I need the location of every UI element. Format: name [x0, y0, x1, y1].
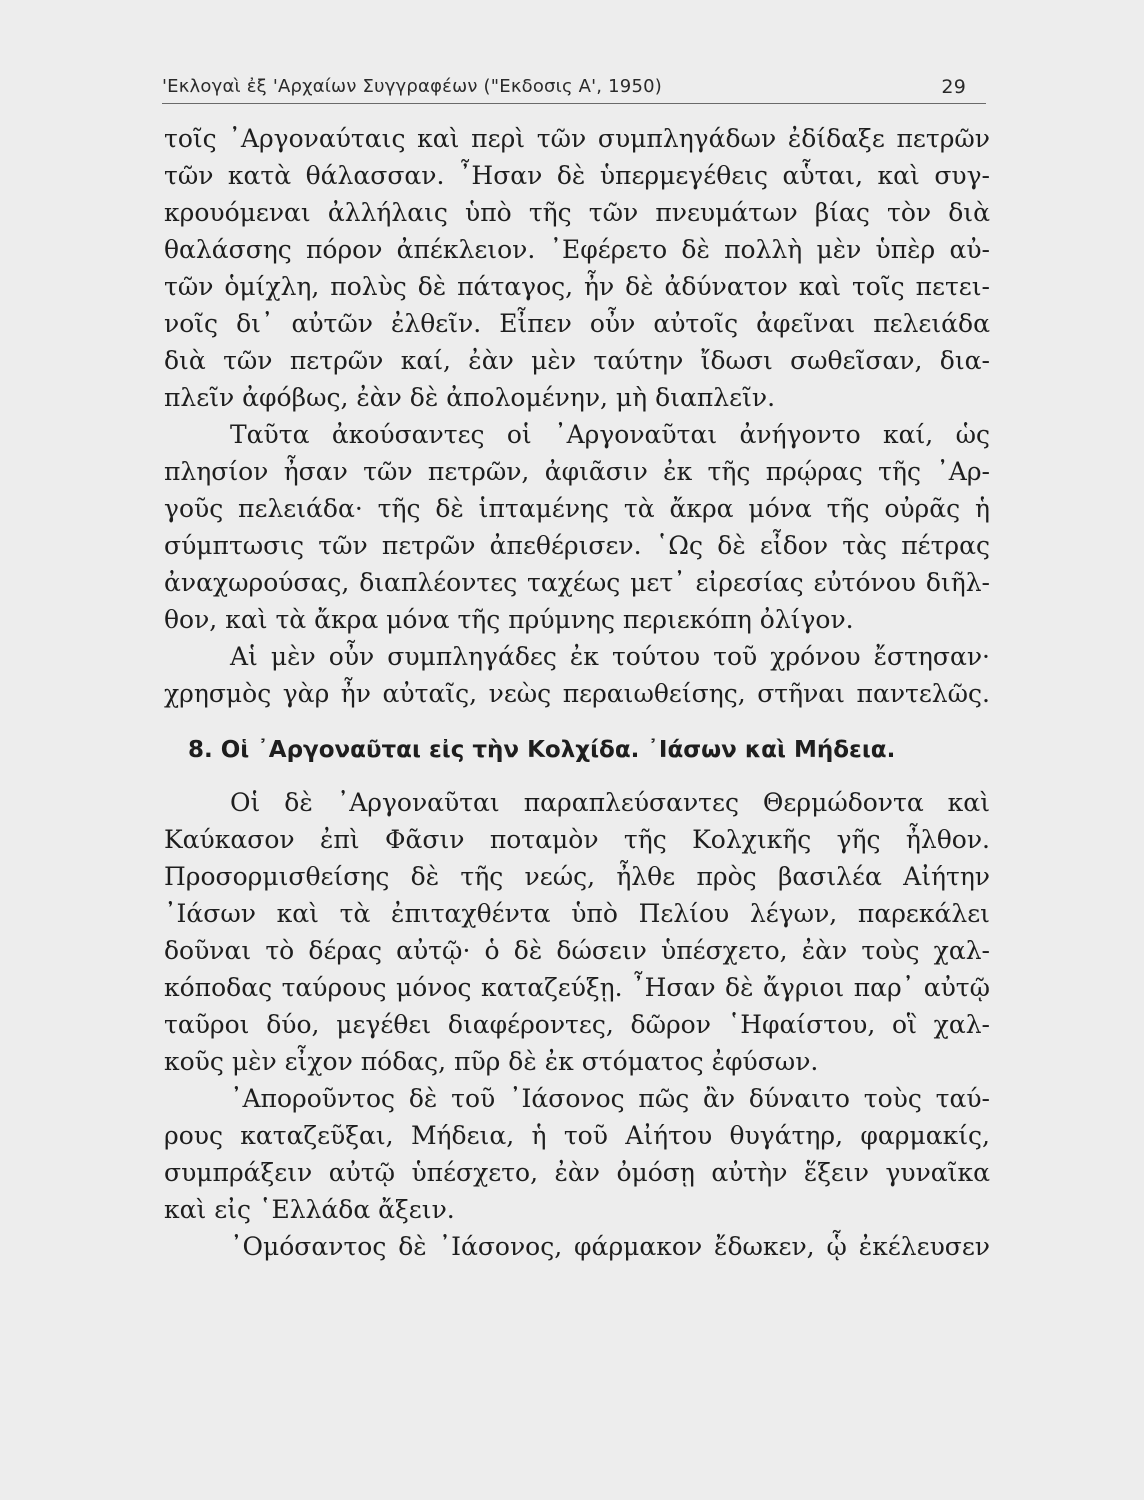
text-line: θον, καὶ τὰ ἄκρα μόνα τῆς πρύμνης περιεκόπη ὀλίγον.	[164, 605, 854, 634]
text-line: κοῦς μὲν εἶχον πόδας, πῦρ δὲ ἐκ στόματος ἐφύσων.	[164, 1047, 819, 1076]
header-rule	[162, 103, 986, 104]
text-line: τῶν ὁμίχλη, πολὺς δὲ πάταγος, ἦν δὲ ἀδύνατον καὶ τοῖς πετει-	[164, 272, 990, 301]
text-line: ρους καταζεῦξαι, Μήδεια, ἡ τοῦ Αἰήτου θυγάτηρ, φαρμακίς,	[164, 1121, 990, 1150]
text-line: σύμπτωσις τῶν πετρῶν ἀπεθέρισεν. ῾Ως δὲ εἶδον τὰς πέτρας	[164, 531, 990, 560]
text-line: διὰ τῶν πετρῶν καί, ἐὰν μὲν ταύτην ἴδωσι σωθεῖσαν, δια-	[164, 346, 990, 375]
text-line: δοῦναι τὸ δέρας αὐτῷ· ὁ δὲ δώσειν ὑπέσχετο, ἐὰν τοὺς χαλ-	[164, 936, 990, 965]
text-line: πλεῖν ἀφόβως, ἐὰν δὲ ἀπολομένην, μὴ διαπλεῖν.	[164, 383, 776, 412]
text-line: συμπράξειν αὐτῷ ὑπέσχετο, ἐὰν ὀμόσῃ αὐτὴν ἕξειν γυναῖκα	[164, 1158, 990, 1187]
text-line: καὶ εἰς ῾Ελλάδα ἄξειν.	[164, 1195, 455, 1224]
running-header	[162, 76, 986, 106]
text-line: γοῦς πελειάδα· τῆς δὲ ἱπταμένης τὰ ἄκρα μόνα τῆς οὐρᾶς ἡ	[164, 494, 990, 523]
text-line: ᾽Ομόσαντος δὲ ᾽Ιάσονος, φάρμακον ἔδωκεν, ᾧ ἐκέλευσεν	[230, 1232, 990, 1261]
text-line: Ταῦτα ἀκούσαντες οἱ ᾽Αργοναῦται ἀνήγοντο καί, ὡς	[230, 420, 990, 449]
text-line: νοῖς δι᾽ αὐτῶν ἐλθεῖν. Εἶπεν οὖν αὐτοῖς ἀφεῖναι πελειάδα	[164, 309, 990, 338]
text-line: θαλάσσης πόρον ἀπέκλειον. ᾽Εφέρετο δὲ πολλὴ μὲν ὑπὲρ αὐ-	[164, 235, 990, 264]
text-line: πλησίον ἦσαν τῶν πετρῶν, ἀφιᾶσιν ἐκ τῆς πρῴρας τῆς ᾽Αρ-	[164, 457, 990, 486]
text-line: τοῖς ᾽Αργοναύταις καὶ περὶ τῶν συμπληγάδων ἐδίδαξε πετρῶν	[164, 124, 990, 153]
text-line: Οἱ δὲ ᾽Αργοναῦται παραπλεύσαντες Θερμώδοντα καὶ	[230, 788, 990, 817]
text-line: ᾽Ιάσων καὶ τὰ ἐπιταχθέντα ὑπὸ Πελίου λέγων, παρεκάλει	[164, 899, 990, 928]
text-line: κρουόμεναι ἀλλήλαις ὑπὸ τῆς τῶν πνευμάτων βίας τὸν διὰ	[164, 198, 990, 227]
running-title: 'Εκλογαὶ ἐξ 'Αρχαίων Συγγραφέων ("Εκδοσις Α', 1950)	[162, 76, 662, 97]
text-line: Προσορμισθείσης δὲ τῆς νεώς, ἦλθε πρὸς βασιλέα Αἰήτην	[164, 862, 990, 891]
text-line: τῶν κατὰ θάλασσαν. ῏Ησαν δὲ ὑπερμεγέθεις αὗται, καὶ συγ-	[164, 161, 990, 190]
text-line: Καύκασον ἐπὶ Φᾶσιν ποταμὸν τῆς Κολχικῆς γῆς ἦλθον.	[164, 825, 990, 854]
text-line: χρησμὸς γὰρ ἦν αὐταῖς, νεὼς περαιωθείσης, στῆναι παντελῶς.	[164, 679, 990, 708]
text-line: Αἱ μὲν οὖν συμπληγάδες ἐκ τούτου τοῦ χρόνου ἔστησαν·	[230, 642, 990, 671]
text-line: ᾽Αποροῦντος δὲ τοῦ ᾽Ιάσονος πῶς ἂν δύναιτο τοὺς ταύ-	[230, 1084, 990, 1113]
text-line: κόποδας ταύρους μόνος καταζεύξῃ. ῏Ησαν δὲ ἄγριοι παρ᾽ αὐτῷ	[164, 973, 990, 1002]
text-line: ἀναχωρούσας, διαπλέοντες ταχέως μετ᾽ εἰρεσίας εὐτόνου διῆλ-	[164, 568, 990, 597]
text-line: ταῦροι δύο, μεγέθει διαφέροντες, δῶρον ῾Ηφαίστου, οἳ χαλ-	[164, 1010, 990, 1039]
section-heading: 8. Οἱ ᾽Αργοναῦται εἰς τὴν Κολχίδα. ᾽Ιάσων καὶ Μήδεια.	[188, 737, 896, 763]
page-number: 29	[941, 76, 966, 98]
